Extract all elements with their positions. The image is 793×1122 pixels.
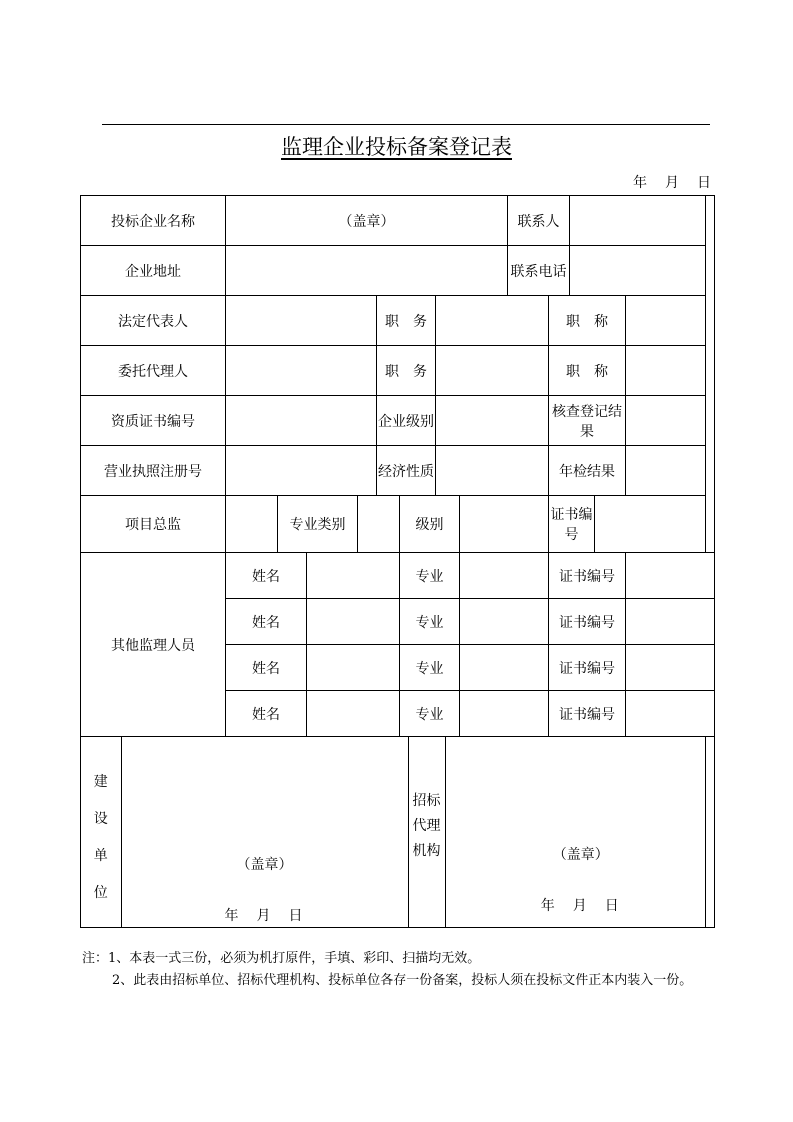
staff-name-value[interactable] [307, 599, 400, 645]
note-line-1: 注：1、本表一式三份，必须为机打原件，手填、彩印、扫描均无效。 [82, 951, 481, 966]
license-value[interactable] [226, 446, 377, 496]
position-label: 职 务 [377, 296, 436, 346]
row-bidder-name [81, 196, 715, 246]
agency-char: 机构 [412, 843, 441, 859]
builder-seal-hint: （盖章） [236, 857, 293, 873]
annual-label: 年检结果 [549, 446, 626, 496]
others-label: 其他监理人员 [81, 553, 226, 737]
bidder-name-value[interactable]: （盖章） [226, 196, 508, 246]
staff-major-value[interactable] [460, 645, 549, 691]
agent-title-value[interactable] [626, 346, 706, 396]
staff-name-label: 姓名 [226, 645, 307, 691]
staff-name-value[interactable] [307, 553, 400, 599]
economic-value[interactable] [436, 446, 549, 496]
major-type-label: 专业类别 [278, 496, 358, 553]
title-label: 职 称 [549, 296, 626, 346]
top-rule [102, 124, 710, 125]
staff-cert-label: 证书编号 [549, 553, 626, 599]
check-result-value[interactable] [626, 396, 706, 446]
chief-label: 项目总监 [81, 496, 226, 553]
contact-label: 联系人 [508, 196, 570, 246]
agent-title-label: 职 称 [549, 346, 626, 396]
staff-cert-label: 证书编号 [549, 599, 626, 645]
phone-value[interactable] [570, 246, 706, 296]
agent-label: 委托代理人 [81, 346, 226, 396]
builder-char: 单 [93, 848, 108, 864]
address-value[interactable] [226, 246, 508, 296]
staff-name-value[interactable] [307, 645, 400, 691]
bidder-name-label: 投标企业名称 [81, 196, 226, 246]
agency-seal-area[interactable] [445, 737, 716, 927]
staff-name-label: 姓名 [226, 599, 307, 645]
registration-form-table [80, 195, 715, 928]
staff-major-label: 专业 [400, 645, 460, 691]
level-label: 级别 [400, 496, 460, 553]
staff-major-label: 专业 [400, 553, 460, 599]
form-notes [82, 948, 692, 992]
form-title: 监理企业投标备案登记表 [281, 135, 512, 159]
form-date: 年 月 日 [633, 175, 713, 191]
staff-cert-value[interactable] [626, 553, 715, 599]
address-label: 企业地址 [81, 246, 226, 296]
row-address [81, 246, 715, 296]
chief-cert-value[interactable] [595, 496, 706, 553]
row-qualification [81, 396, 715, 446]
staff-major-label: 专业 [400, 599, 460, 645]
chief-value[interactable] [226, 496, 278, 553]
agent-position-label: 职 务 [377, 346, 436, 396]
check-result-label: 核查登记结果 [549, 396, 626, 446]
row-other-staff-1 [81, 553, 715, 599]
phone-label: 联系电话 [508, 246, 570, 296]
major-type-value[interactable] [358, 496, 400, 553]
staff-major-value[interactable] [460, 599, 549, 645]
title-value[interactable] [626, 296, 706, 346]
grade-label: 企业级别 [377, 396, 436, 446]
license-label: 营业执照注册号 [81, 446, 226, 496]
row-chief [81, 496, 715, 553]
builder-char: 建 [93, 774, 108, 790]
staff-cert-value[interactable] [626, 599, 715, 645]
cert-no-value[interactable] [226, 396, 377, 446]
cert-no-label: 资质证书编号 [81, 396, 226, 446]
staff-cert-value[interactable] [626, 691, 715, 737]
staff-name-value[interactable] [307, 691, 400, 737]
staff-cert-label: 证书编号 [549, 645, 626, 691]
staff-cert-label: 证书编号 [549, 691, 626, 737]
row-signatures [81, 737, 715, 928]
agency-seal-hint: （盖章） [552, 847, 609, 863]
chief-cert-label: 证书编号 [549, 496, 595, 553]
agent-value[interactable] [226, 346, 377, 396]
row-license [81, 446, 715, 496]
builder-date: 年 月 日 [224, 908, 305, 924]
legal-rep-value[interactable] [226, 296, 377, 346]
builder-char: 位 [93, 885, 108, 901]
annual-value[interactable] [626, 446, 706, 496]
row-legal-rep [81, 296, 715, 346]
builder-label [81, 737, 121, 927]
note-line-2: 2、此表由招标单位、招标代理机构、投标单位各存一份备案，投标人须在投标文件正本内装入一份。 [112, 973, 693, 988]
staff-major-value[interactable] [460, 691, 549, 737]
staff-name-label: 姓名 [226, 553, 307, 599]
legal-rep-label: 法定代表人 [81, 296, 226, 346]
staff-cert-value[interactable] [626, 645, 715, 691]
staff-name-label: 姓名 [226, 691, 307, 737]
signature-area [81, 737, 706, 928]
builder-seal-area[interactable] [121, 737, 408, 927]
staff-major-value[interactable] [460, 553, 549, 599]
agency-date: 年 月 日 [540, 898, 621, 914]
agency-char: 代理 [412, 818, 441, 834]
agent-position-value[interactable] [436, 346, 549, 396]
contact-value[interactable] [570, 196, 706, 246]
row-agent [81, 346, 715, 396]
level-value[interactable] [460, 496, 549, 553]
grade-value[interactable] [436, 396, 549, 446]
economic-label: 经济性质 [377, 446, 436, 496]
staff-major-label: 专业 [400, 691, 460, 737]
position-value[interactable] [436, 296, 549, 346]
agency-label [408, 737, 445, 927]
builder-char: 设 [93, 811, 108, 827]
agency-char: 招标 [412, 793, 441, 809]
